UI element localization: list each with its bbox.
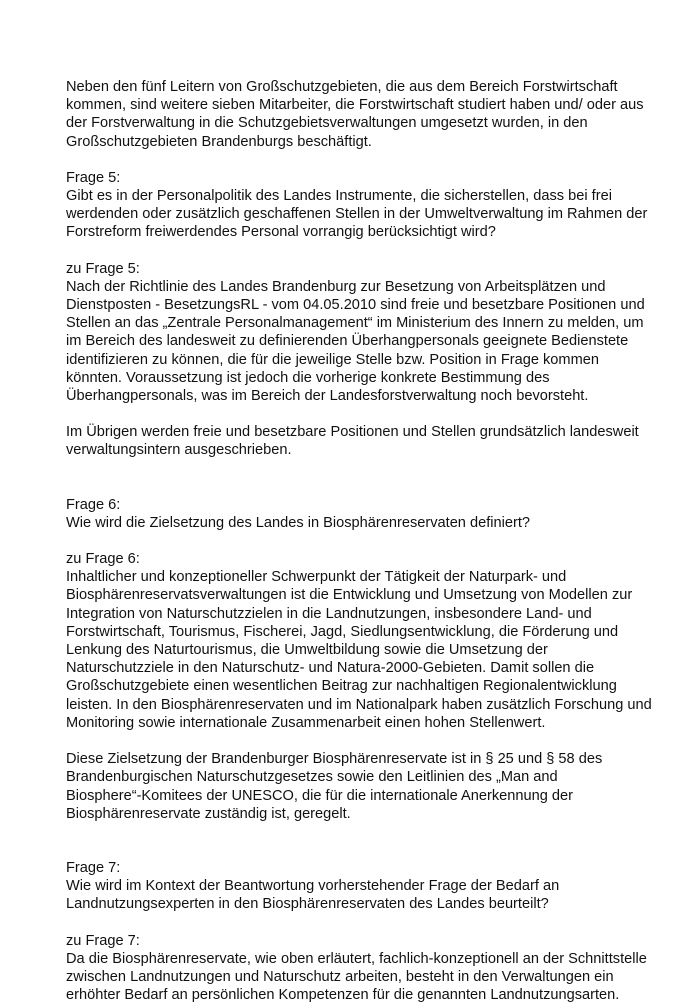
question-7: Frage 7: Wie wird im Kontext der Beantwortung vorherstehender Frage der Bedarf an Landnutzungsexperten in den Biosphärenreservaten des Landes beurteilt? (66, 859, 560, 913)
answer-6-continued: Diese Zielsetzung der Brandenburger Biosphärenreservate ist in § 25 und § 58 des Brandenburgischen Naturschutzgesetzes sowie den Leitlinien des „Man and Biosphere“-Komitees der UNESCO, die für die internationale Anerkennung der Biosphärenreservate zuständig ist, geregelt. (66, 751, 603, 822)
answer-6: zu Frage 6: Inhaltlicher und konzeptioneller Schwerpunkt der Tätigkeit der Naturpark- und Biosphärenreservatsverwaltungen ist die Entwicklung und Umsetzung von Modellen zur Integration von Naturschutzzielen in die Landnutzungen, insbesondere Land- und Forstwirtschaft, Tourismus, Fischerei, Jagd, Siedlungsentwicklung, die Förderung und Lenkung des Naturtourismus, die Umweltbildung sowie die Umsetzung der Naturschutzziele in den Naturschutz- und Natura-2000-Gebieten. Damit sollen die Großschutzgebiete einen wesentlichen Beitrag zur nachhaltigen Regionalentwicklung leisten. In den Biosphärenreservaten und im Nationalpark haben zusätzlich Forschung und Monitoring sowie internationale Zusammenarbeit einen hohen Stellenwert. (66, 551, 652, 731)
spacer (66, 823, 666, 859)
spacer (66, 151, 666, 169)
spacer (66, 460, 666, 496)
document-page (66, 78, 666, 1004)
spacer (66, 732, 666, 750)
spacer (66, 242, 666, 260)
spacer (66, 405, 666, 423)
intro-paragraph: Neben den fünf Leitern von Großschutzgebieten, die aus dem Bereich Forstwirtschaft kommen, sind weitere sieben Mitarbeiter, die Forstwirtschaft studiert haben und/ oder aus der Forstverwaltung in die Schutzgebietsverwaltungen umgesetzt wurden, in den Großschutzgebieten Brandenburgs beschäftigt. (66, 79, 644, 150)
spacer (66, 532, 666, 550)
spacer (66, 914, 666, 932)
answer-7: zu Frage 7: Da die Biosphärenreservate, wie oben erläutert, fachlich-konzeptionell an der Schnittstelle zwischen Landnutzungen und Naturschutz arbeiten, besteht in den Verwaltungen ein erhöhter Bedarf an persönlichen Kompetenzen für die genannten Landnutzungsarten. (66, 932, 647, 1004)
question-6: Frage 6: Wie wird die Zielsetzung des Landes in Biosphärenreservaten definiert? (66, 496, 531, 531)
question-5: Frage 5: Gibt es in der Personalpolitik des Landes Instrumente, die sicherstellen, dass bei frei werdenden oder zusätzlich geschaffenen Stellen in der Umweltverwaltung im Rahmen der Forstreform freiwerdendes Personal vorrangig berücksichtigt wird? (66, 169, 648, 241)
answer-5: zu Frage 5: Nach der Richtlinie des Landes Brandenburg zur Besetzung von Arbeitsplätzen und Dienstposten - BesetzungsRL - vom 04.05.2010 sind freie und besetzbare Positionen und Stellen an das „Zentrale Personalmanagement“ im Ministerium des Innern zu melden, um im Bereich des landesweit zu definierenden Überhangpersonals geeignete Bedienstete identifizieren zu können, die für die jeweilige Stelle bzw. Position in Frage kommen könnten. Voraussetzung ist jedoch die vorherige konkrete Bestimmung des Überhangpersonals, was im Bereich der Landesforstverwaltung noch bevorsteht. (66, 260, 645, 405)
answer-5-continued: Im Übrigen werden freie und besetzbare Positionen und Stellen grundsätzlich landesweit verwaltungsintern ausgeschrieben. (66, 424, 639, 459)
